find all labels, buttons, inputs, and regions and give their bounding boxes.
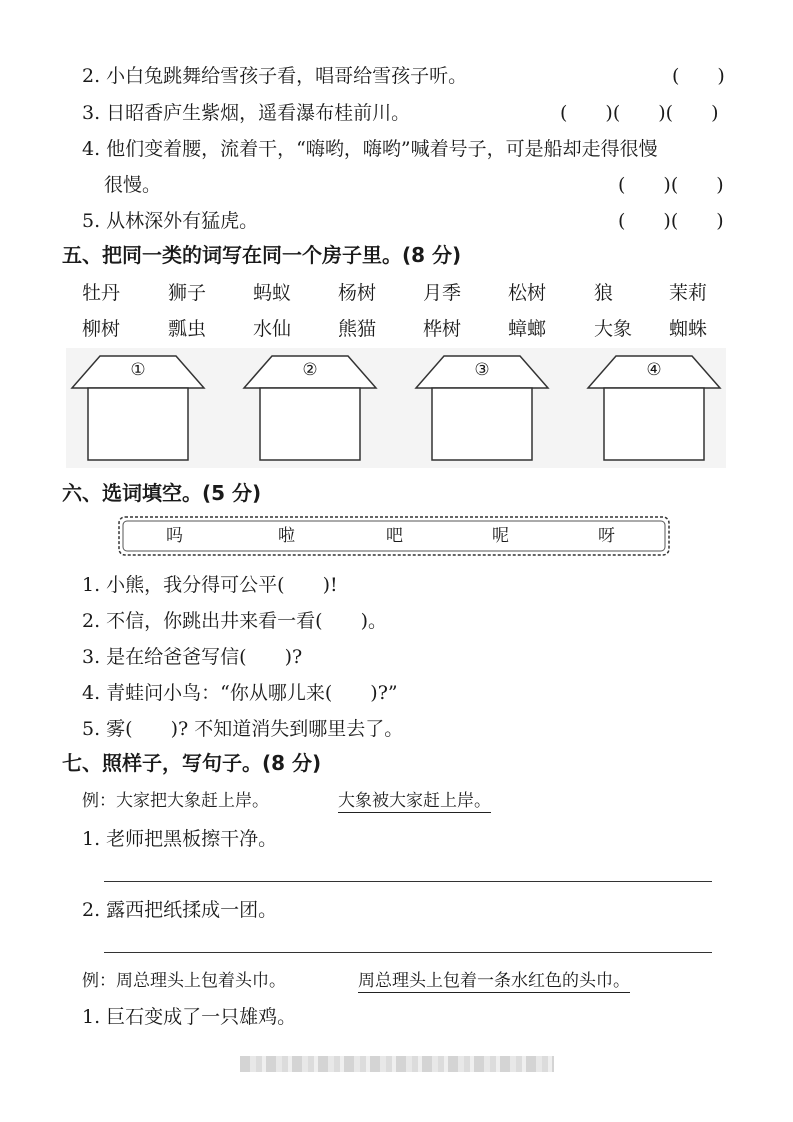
answer-line[interactable] bbox=[104, 881, 712, 882]
word: 熊猫 bbox=[338, 318, 377, 340]
word: 水仙 bbox=[253, 318, 292, 340]
word: 桦树 bbox=[423, 318, 462, 340]
word: 狼 bbox=[594, 282, 614, 304]
question-item: 1. 老师把黑板擦干净。 bbox=[82, 828, 278, 850]
question-item: 2. 小白兔跳舞给雪孩子看，唱哥给雪孩子听。 bbox=[82, 65, 468, 87]
house-number: ① bbox=[130, 360, 146, 380]
house-box-1[interactable] bbox=[70, 352, 206, 462]
example-answer-text: 周总理头上包着一条水红色的头巾。 bbox=[358, 971, 630, 991]
question-item: 4. 他们变着腰，流着干，“嗨哟，嗨哟”喊着号子，可是船却走得很慢 bbox=[82, 138, 658, 160]
word: 大象 bbox=[594, 318, 633, 340]
question-item: 4. 青蛙问小鸟：“你从哪儿来( )?” bbox=[82, 682, 398, 704]
word: 牡丹 bbox=[82, 282, 121, 304]
word: 月季 bbox=[423, 282, 462, 304]
example-answer bbox=[358, 970, 630, 992]
word: 茉莉 bbox=[669, 282, 708, 304]
word: 蟑螂 bbox=[508, 318, 547, 340]
question-item: 3. 日昭香庐生紫烟，遥看瀑布桂前川。 bbox=[82, 102, 411, 124]
answer-parentheses[interactable]: ( ) bbox=[672, 65, 725, 87]
watermark-blur bbox=[240, 1056, 554, 1072]
word: 蜘蛛 bbox=[669, 318, 708, 340]
example-label: 例：周总理头上包着头巾。 bbox=[82, 971, 286, 991]
question-item: 5. 从林深外有猛虎。 bbox=[82, 210, 259, 232]
house-number: ③ bbox=[474, 360, 490, 380]
section-heading: 五、把同一类的词写在同一个房子里。(8 分) bbox=[62, 243, 462, 267]
word: 杨树 bbox=[338, 282, 377, 304]
answer-parentheses[interactable]: ( )( ) bbox=[618, 210, 724, 232]
word: 蚂蚁 bbox=[253, 282, 292, 304]
house-box-2[interactable] bbox=[242, 352, 378, 462]
question-item-continuation: 很慢。 bbox=[104, 174, 162, 196]
example-answer-text: 大象被大家赶上岸。 bbox=[338, 791, 491, 811]
question-item: 1. 巨石变成了一只雄鸡。 bbox=[82, 1006, 297, 1028]
answer-parentheses[interactable]: ( )( )( ) bbox=[560, 102, 719, 124]
word-bank-word: 吧 bbox=[386, 526, 403, 546]
example-label: 例：大家把大象赶上岸。 bbox=[82, 791, 269, 811]
answer-line[interactable] bbox=[104, 952, 712, 953]
word: 狮子 bbox=[168, 282, 207, 304]
word-bank-word: 呢 bbox=[492, 526, 509, 546]
word: 松树 bbox=[508, 282, 547, 304]
house-box-3[interactable] bbox=[414, 352, 550, 462]
question-item: 2. 不信，你跳出井来看一看( )。 bbox=[82, 610, 387, 632]
question-item: 2. 露西把纸揉成一团。 bbox=[82, 899, 278, 921]
word: 瓢虫 bbox=[168, 318, 207, 340]
section-heading: 七、照样子，写句子。(8 分) bbox=[62, 751, 322, 775]
word: 柳树 bbox=[82, 318, 121, 340]
house-box-4[interactable] bbox=[586, 352, 722, 462]
word-bank-word: 啦 bbox=[278, 526, 295, 546]
house-number: ④ bbox=[646, 360, 662, 380]
word-bank-word: 呀 bbox=[598, 526, 615, 546]
question-item: 3. 是在给爸爸写信( )? bbox=[82, 646, 303, 668]
word-bank-word: 吗 bbox=[166, 526, 183, 546]
question-item: 5. 雾( )? 不知道消失到哪里去了。 bbox=[82, 718, 404, 740]
answer-parentheses[interactable]: ( )( ) bbox=[618, 174, 724, 196]
question-item: 1. 小熊，我分得可公平( )! bbox=[82, 574, 338, 596]
section-heading: 六、选词填空。(5 分) bbox=[62, 481, 262, 505]
word-bank bbox=[116, 514, 672, 558]
house-number: ② bbox=[302, 360, 318, 380]
example-answer bbox=[338, 790, 491, 812]
